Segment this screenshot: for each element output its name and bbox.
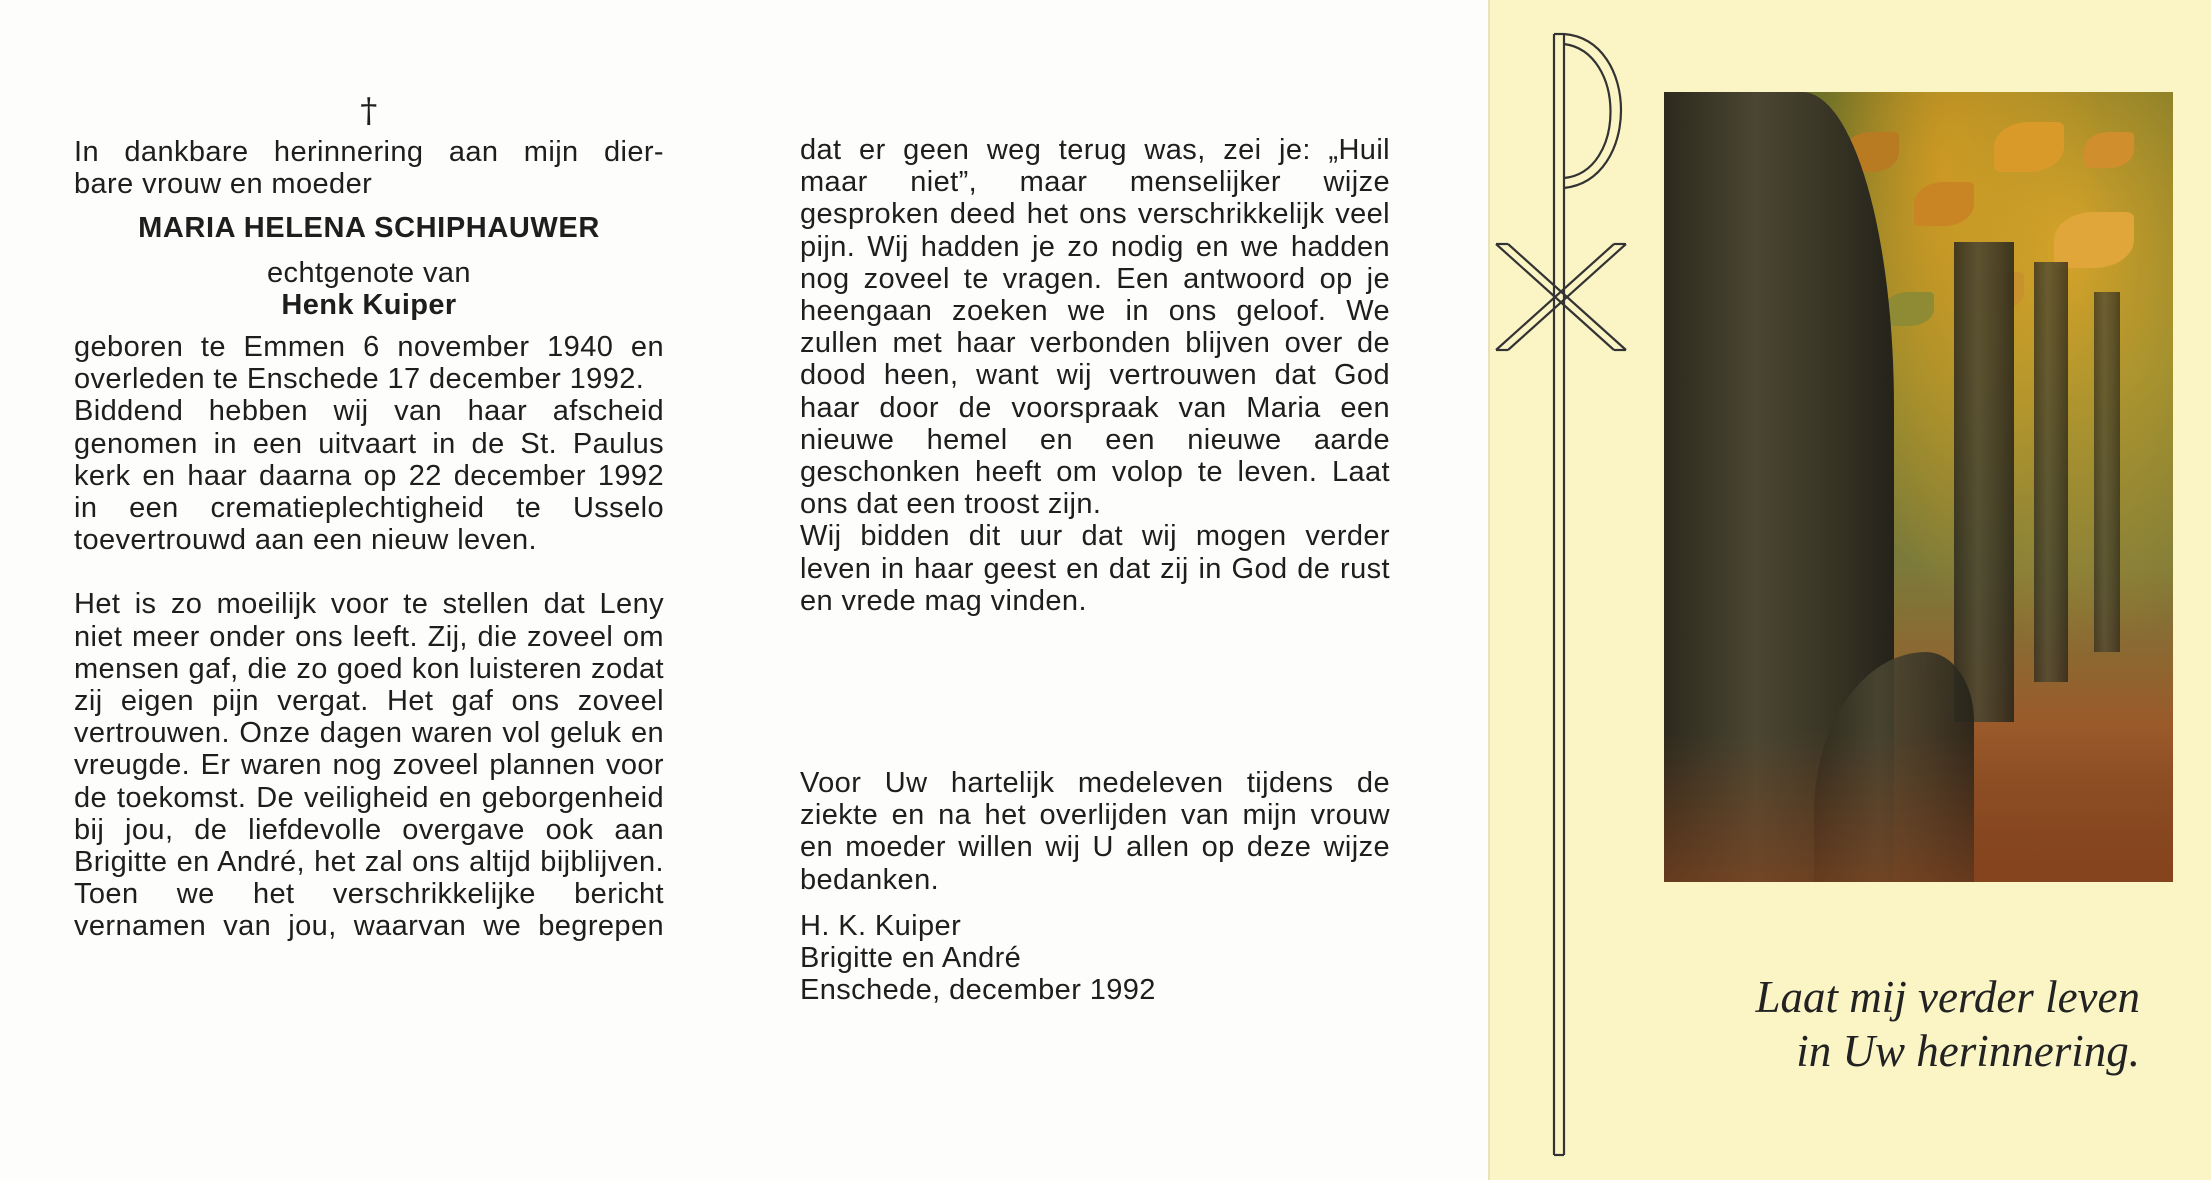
motto-line-1: Laat mij verder leven [1755, 972, 2140, 1022]
continuation-text: dat er geen weg terug was, zei je: „Huil maar niet”, maar menselijker wijze gesproken deed het ons verschrikkelijk veel pijn. Wij hadden je zo nodig en we hadden nog zoveel te vragen. Een antwoord op je heengaan zoeken we in ons geloof. We zullen met haar verbonden blijven over de dood heen, want wij vertrouwen dat God haar door de voorspraak van Maria een nieuwe hemel en een nieuwe aarde geschonken heeft om volop te leven. Laat ons dat een troost zijn. [800, 134, 1390, 521]
farewell-text: Biddend hebben wij van haar afscheid genomen in een uitvaart in de St. Paulus kerk en haar daarna op 22 december 1992 in een crematieplechtigheid te Usselo toevertrouwd aan een nieuw leven. [74, 395, 664, 557]
left-column [74, 86, 664, 943]
signature-name: H. K. Kuiper [800, 909, 962, 942]
intro-line-1: In dankbare herinnering aan mijn dier- [74, 136, 664, 168]
intro-line-2: bare vrouw en moeder [74, 168, 373, 201]
birth-death-text: geboren te Emmen 6 november 1940 en overleden te Enschede 17 december 1992. [74, 331, 664, 396]
cross-icon: † [360, 91, 378, 131]
prayer-text: Wij bidden dit uur dat wij mogen verder leven in haar geest en dat zij in God de rust en vrede mag vinden. [800, 520, 1390, 617]
forest-photo [1664, 92, 2173, 882]
middle-column [800, 134, 1390, 1006]
place-date: Enschede, december 1992 [800, 974, 1156, 1007]
memory-text: Het is zo moeilijk voor te stellen dat Leny niet meer onder ons leeft. Zij, die zoveel om mensen gaf, die zo goed kon luisteren zodat zij eigen pijn vergat. Het gaf ons zoveel vertrouwen. Onze dagen waren vol geluk en vreugde. Er waren nog zoveel plannen voor de toekomst. De veiligheid en geborgenheid bij jou, de liefdevolle overgave ook aan Brigitte en André, het zal ons altijd bijblijven. Toen we het verschrikkelijke bericht vernamen van jou, waarvan we begrepen [74, 588, 664, 943]
motto-line-2: in Uw herinnering. [1796, 1026, 2140, 1076]
deceased-name: MARIA HELENA SCHIPHAUWER [138, 212, 600, 245]
thanks-text: Voor Uw hartelijk medeleven tijdens de ziekte en na het overlijden van mijn vrouw en moeder willen wij U allen op deze wijze bedanken. [800, 767, 1390, 896]
signature-family: Brigitte en André [800, 942, 1022, 975]
spouse-name: Henk Kuiper [281, 288, 457, 321]
page-bottom-edge [0, 1180, 2211, 1200]
spouse-label: echtgenote van [267, 256, 471, 289]
cover-motto [1660, 970, 2140, 1078]
chi-rho-icon [1490, 30, 1640, 1170]
